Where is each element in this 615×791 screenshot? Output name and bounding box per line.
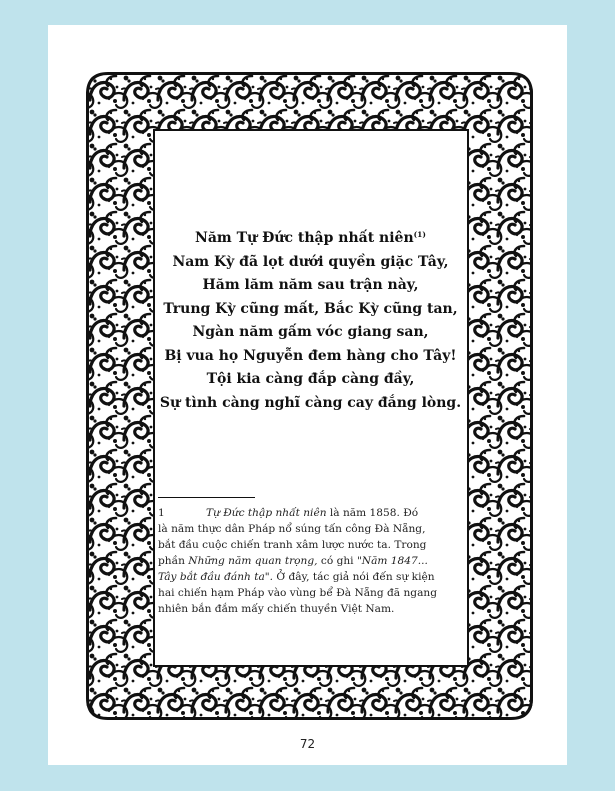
footnote-text: là năm 1858. Đó (326, 507, 419, 519)
footnote-line: hai chiến hạm Pháp vào vùng bể Đà Nẵng đã ngang (158, 587, 437, 599)
poem-line-text: Năm Tự Đức thập nhất niên (195, 230, 414, 246)
footnote-quote: "Năm 1847... (356, 555, 428, 567)
poem-line: Sự tình càng nghĩ càng cay đắng lòng. (159, 394, 462, 411)
footnote-italic: Những năm quan trọng, (188, 555, 318, 567)
footnote (158, 505, 463, 617)
poem (158, 223, 463, 415)
footnote-line: là năm thực dân Pháp nổ súng tấn công Đà Nẵng, (158, 523, 426, 535)
poem-line (158, 223, 463, 251)
footnote-line (158, 505, 463, 521)
footnote-term: Tự Đức thập nhất niên (206, 507, 327, 519)
footnote-number: 1 (158, 507, 165, 519)
footnote-text: có ghi (317, 555, 357, 567)
footnote-line (158, 569, 463, 585)
footnote-text: Ở đây, tác giả nói đến sự kiện (273, 571, 435, 583)
poem-line: Nam Kỳ đã lọt dưới quyền giặc Tây, (172, 253, 449, 270)
footnote-quote: Tây bắt đầu đánh ta". (158, 571, 274, 583)
footnote-line (158, 553, 463, 569)
poem-line: Trung Kỳ cũng mất, Bắc Kỳ cũng tan, (163, 300, 458, 317)
poem-line: Bị vua họ Nguyễn đem hàng cho Tây! (164, 347, 457, 364)
page-number: 72 (299, 737, 316, 751)
poem-line: Hăm lăm năm sau trận này, (202, 277, 419, 293)
footnote-text: phần (158, 555, 189, 567)
footnote-divider (158, 497, 255, 498)
footnote-reference[interactable]: (1) (413, 230, 426, 239)
poem-line: Tội kia càng đắp càng đầy, (206, 371, 415, 387)
poem-line: Ngàn năm gấm vóc giang san, (192, 324, 429, 340)
book-page (48, 25, 567, 765)
footnote-line: nhiên bắn đắm mấy chiến thuyền Việt Nam. (158, 603, 395, 615)
footnote-line: bắt đầu cuộc chiến tranh xâm lược nước ta. Trong (158, 539, 427, 551)
page-content (158, 133, 463, 617)
